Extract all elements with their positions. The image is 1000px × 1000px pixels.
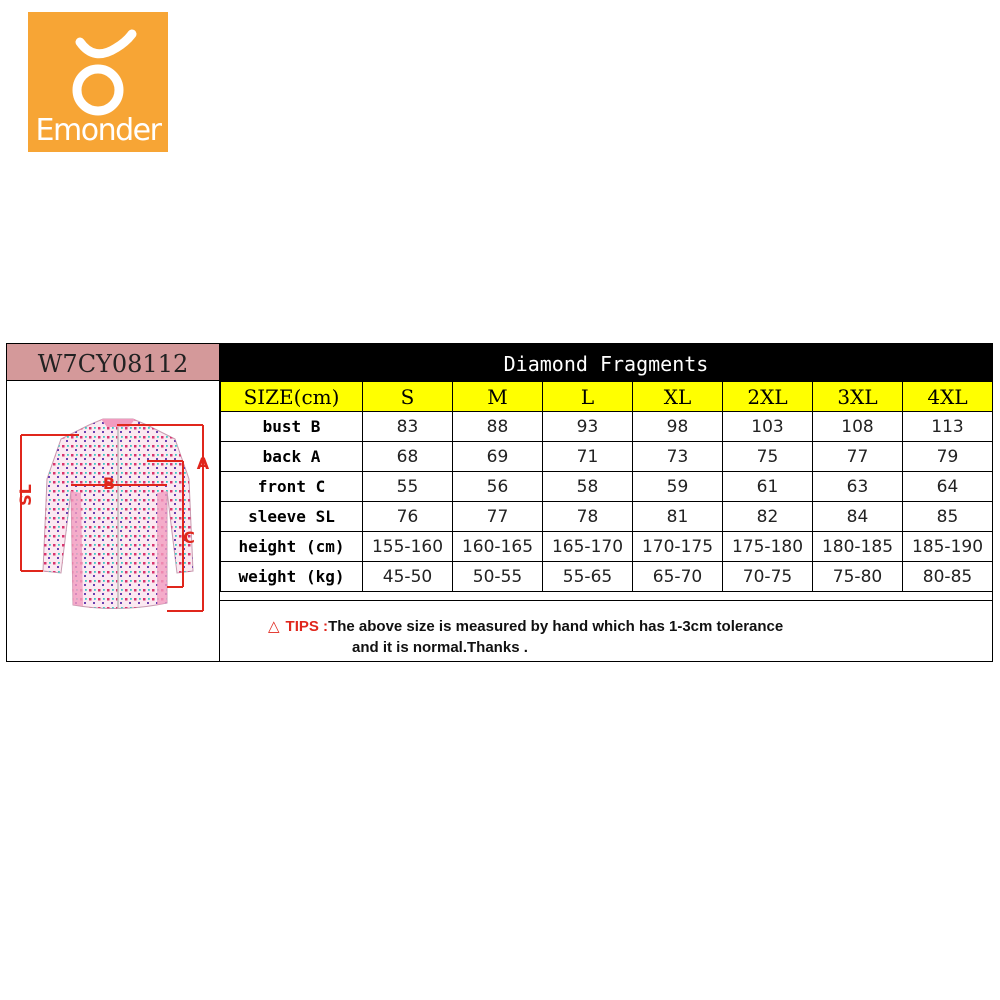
brand-name: Emonder xyxy=(35,113,161,148)
tips-note xyxy=(220,600,992,661)
table-cell: 75 xyxy=(723,442,813,472)
table-cell: 88 xyxy=(453,412,543,442)
table-cell: 61 xyxy=(723,472,813,502)
tips-line-1 xyxy=(268,617,783,635)
row-label: front C xyxy=(221,472,363,502)
table-cell: 58 xyxy=(543,472,633,502)
cycling-jersey-icon xyxy=(7,381,219,661)
size-chart xyxy=(6,343,993,662)
table-cell: 79 xyxy=(903,442,993,472)
table-cell: 82 xyxy=(723,502,813,532)
tips-text-2: and it is normal.Thanks . xyxy=(352,639,528,656)
table-row-height xyxy=(221,532,993,562)
table-row-back xyxy=(221,442,993,472)
table-cell: 93 xyxy=(543,412,633,442)
b-marker-label: B xyxy=(102,474,116,493)
table-cell: 76 xyxy=(363,502,453,532)
row-label: bust B xyxy=(221,412,363,442)
size-3xl: 3XL xyxy=(813,382,903,412)
size-s: S xyxy=(363,382,453,412)
table-cell: 84 xyxy=(813,502,903,532)
table-cell: 78 xyxy=(543,502,633,532)
table-row-front xyxy=(221,472,993,502)
size-table xyxy=(220,381,993,592)
size-xl: XL xyxy=(633,382,723,412)
table-row-weight xyxy=(221,562,993,592)
table-cell: 180-185 xyxy=(813,532,903,562)
table-cell: 50-55 xyxy=(453,562,543,592)
table-cell: 98 xyxy=(633,412,723,442)
table-cell: 70-75 xyxy=(723,562,813,592)
table-cell: 108 xyxy=(813,412,903,442)
table-cell: 83 xyxy=(363,412,453,442)
table-cell: 71 xyxy=(543,442,633,472)
size-m: M xyxy=(453,382,543,412)
brand-logo xyxy=(28,12,168,152)
a-marker-label: A xyxy=(196,454,210,473)
row-label: sleeve SL xyxy=(221,502,363,532)
table-cell: 85 xyxy=(903,502,993,532)
table-cell: 170-175 xyxy=(633,532,723,562)
table-cell: 175-180 xyxy=(723,532,813,562)
table-cell: 81 xyxy=(633,502,723,532)
table-cell: 63 xyxy=(813,472,903,502)
size-4xl: 4XL xyxy=(903,382,993,412)
table-cell: 73 xyxy=(633,442,723,472)
size-l: L xyxy=(543,382,633,412)
table-cell: 59 xyxy=(633,472,723,502)
table-cell: 75-80 xyxy=(813,562,903,592)
table-row-sleeve xyxy=(221,502,993,532)
table-row-bust xyxy=(221,412,993,442)
size-header-row xyxy=(221,382,993,412)
table-cell: 80-85 xyxy=(903,562,993,592)
jersey-illustration xyxy=(7,381,220,661)
table-cell: 77 xyxy=(813,442,903,472)
product-code: W7CY08112 xyxy=(7,344,220,381)
table-cell: 113 xyxy=(903,412,993,442)
size-2xl: 2XL xyxy=(723,382,813,412)
table-cell: 160-165 xyxy=(453,532,543,562)
table-cell: 155-160 xyxy=(363,532,453,562)
row-label: height (cm) xyxy=(221,532,363,562)
chart-title: Diamond Fragments xyxy=(220,344,992,381)
tips-label: TIPS : xyxy=(285,618,329,635)
c-marker-label: C xyxy=(183,528,195,547)
row-label: weight (kg) xyxy=(221,562,363,592)
table-cell: 55-65 xyxy=(543,562,633,592)
table-cell: 65-70 xyxy=(633,562,723,592)
table-cell: 64 xyxy=(903,472,993,502)
table-cell: 56 xyxy=(453,472,543,502)
sl-marker-label: SL xyxy=(16,484,35,506)
table-cell: 185-190 xyxy=(903,532,993,562)
table-cell: 165-170 xyxy=(543,532,633,562)
table-cell: 68 xyxy=(363,442,453,472)
tips-text-1: The above size is measured by hand which has 1-3cm tolerance xyxy=(328,618,784,635)
table-cell: 45-50 xyxy=(363,562,453,592)
table-cell: 103 xyxy=(723,412,813,442)
warning-triangle-icon: △ xyxy=(268,618,280,635)
table-cell: 55 xyxy=(363,472,453,502)
table-cell: 69 xyxy=(453,442,543,472)
table-cell: 77 xyxy=(453,502,543,532)
row-label: back A xyxy=(221,442,363,472)
size-header-label: SIZE(cm) xyxy=(221,382,363,412)
